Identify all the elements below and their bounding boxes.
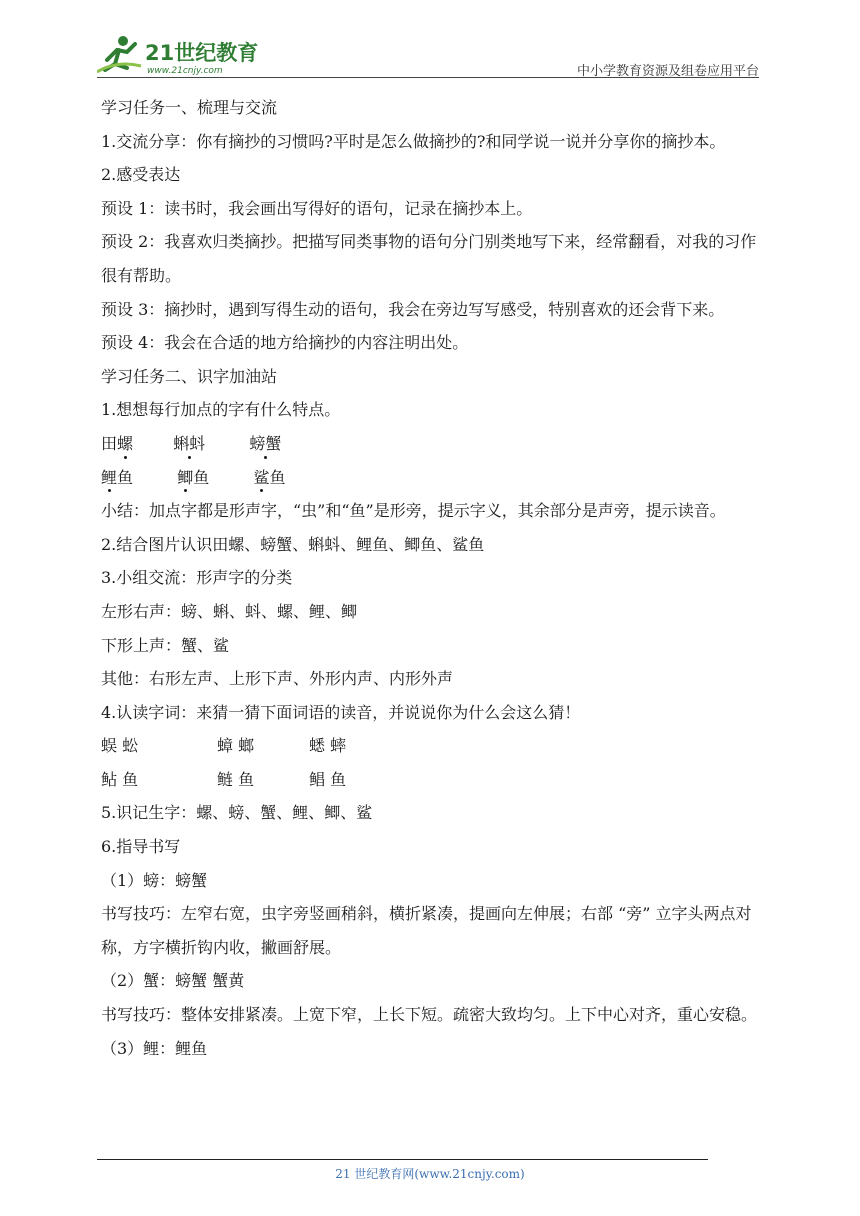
paragraph: 书写技巧：整体安排紧凑。上宽下窄，上长下短。疏密大致均匀。上下中心对齐，重心安稳。 — [101, 1005, 758, 1025]
paragraph: 2.结合图片认识田螺、螃蟹、蝌蚪、鲤鱼、鲫鱼、鲨鱼 — [101, 534, 485, 554]
word: 蟑 螂 — [217, 736, 255, 756]
footer: 21 世纪教育网(www.21cnjy.com) — [335, 1167, 525, 1181]
paragraph: 书写技巧：左窄右宽，虫字旁竖画稍斜，横折紧凑，提画向左伸展；右部 “旁” 立字头两点对称，方字横折钩内收，撇画舒展。 — [101, 904, 752, 957]
paragraph: 2.感受表达 — [101, 165, 181, 185]
logo-main: 21世纪教育 — [145, 41, 259, 65]
word: 鲫鱼 — [177, 468, 209, 487]
word-row-1 — [101, 729, 763, 763]
word-row-2 — [101, 763, 763, 797]
footer-divider — [97, 1159, 708, 1160]
word: 鲤鱼 — [101, 468, 133, 487]
word: 鲨鱼 — [253, 468, 285, 487]
dotted-char: 鲤 — [101, 461, 117, 495]
word: 蟋 蟀 — [309, 736, 347, 756]
paragraph: 6.指导书写 — [101, 837, 181, 857]
paragraph: 其他：右形左声、上形下声、外形内声、内形外声 — [101, 669, 454, 689]
paragraph: 5.识记生字：螺、螃、蟹、鲤、鲫、鲨 — [101, 803, 373, 823]
dotted-char: 蝌蚪 — [173, 427, 205, 461]
header-divider — [97, 77, 759, 78]
page-header — [97, 30, 759, 78]
section-heading-2: 学习任务二、识字加油站 — [101, 366, 278, 386]
platform-name: 中小学教育资源及组卷应用平台 — [576, 64, 759, 79]
paragraph: 1.想想每行加点的字有什么特点。 — [101, 400, 341, 420]
dotted-row-1 — [101, 427, 763, 461]
word: 鲳 鱼 — [309, 769, 347, 789]
paragraph: 预设 1：读书时，我会画出写得好的语句，记录在摘抄本上。 — [101, 198, 533, 218]
logo-url: www.21cnjy.com — [147, 66, 223, 76]
word: 蜈 蚣 — [101, 736, 139, 756]
paragraph: 预设 2：我喜欢归类摘抄。把描写同类事物的语句分门别类地写下来，经常翻看，对我的习作很有帮助。 — [101, 232, 757, 285]
dotted-char: 鲫 — [177, 461, 193, 495]
section-heading-1: 学习任务一、梳理与交流 — [101, 98, 278, 117]
paragraph: 预设 4：我会在合适的地方给摘抄的内容注明出处。 — [101, 333, 469, 353]
dotted-char: 螃蟹 — [249, 427, 281, 461]
paragraph: 下形上声：蟹、鲨 — [101, 635, 230, 655]
paragraph: 小结：加点字都是形声字，“虫”和“鱼”是形旁，提示字义，其余部分是声旁，提示读音。 — [101, 501, 726, 521]
dotted-char: 螺 — [117, 427, 133, 461]
running-figure-icon — [97, 36, 141, 72]
paragraph: （1）螃：螃蟹 — [101, 870, 208, 890]
paragraph: （3）鲤：鲤鱼 — [101, 1038, 208, 1058]
word: 田螺 — [101, 434, 133, 453]
paragraph: 1.交流分享：你有摘抄的习惯吗?平时是怎么做摘抄的?和同学说一说并分享你的摘抄本。 — [101, 131, 726, 151]
paragraph: 3.小组交流：形声字的分类 — [101, 568, 293, 588]
paragraph: 左形右声：螃、蝌、蚪、螺、鲤、鲫 — [101, 601, 358, 621]
paragraph: 4.认读字词：来猜一猜下面词语的读音，并说说你为什么会这么猜！ — [101, 702, 581, 722]
logo — [97, 30, 267, 78]
dotted-row-2 — [101, 461, 763, 495]
paragraph: （2）蟹：螃蟹 蟹黄 — [101, 971, 245, 991]
word: 鲢 鱼 — [217, 769, 255, 789]
word: 鲇 鱼 — [101, 769, 139, 789]
document-body — [101, 91, 763, 1065]
dotted-char: 鲨 — [253, 461, 269, 495]
paragraph: 预设 3：摘抄时，遇到写得生动的语句，我会在旁边写写感受，特别喜欢的还会背下来。 — [101, 299, 725, 319]
